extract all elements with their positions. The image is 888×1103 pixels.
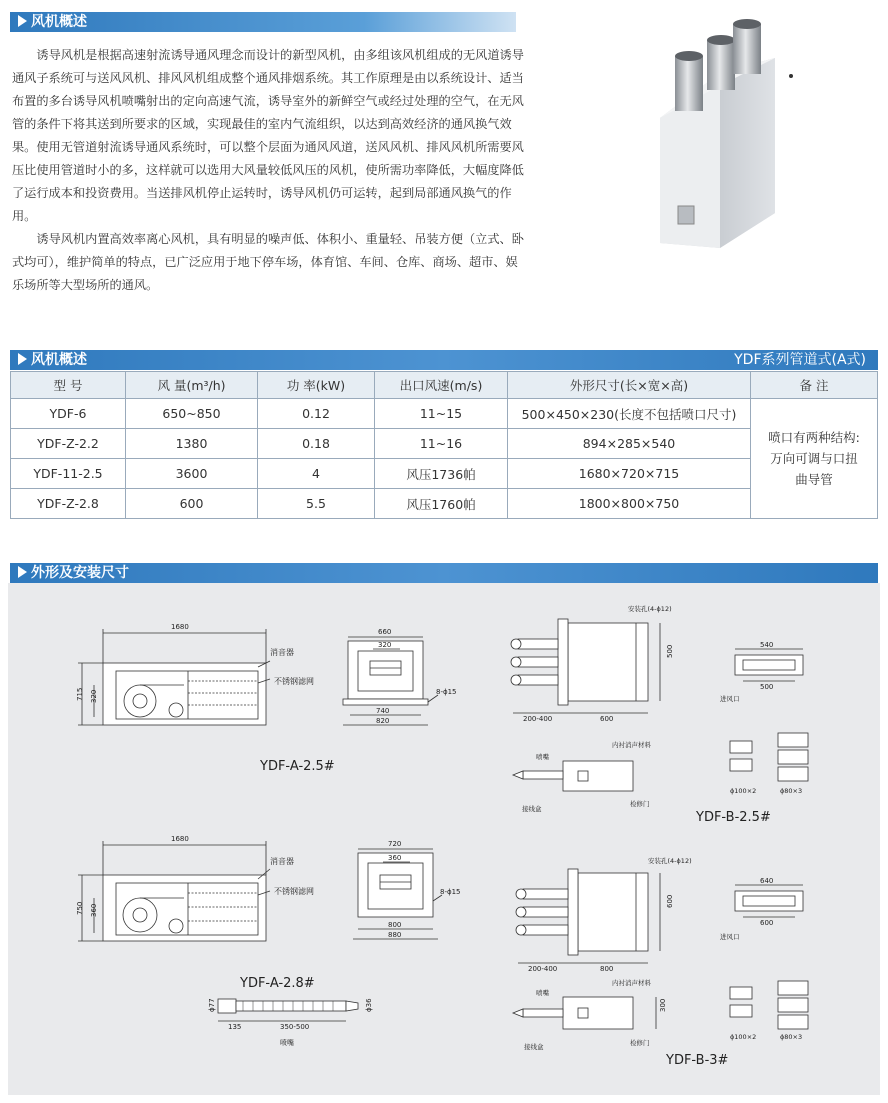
col-header: 备 注 (751, 372, 878, 399)
label-b25-material: 内衬消声材料 (612, 741, 651, 749)
drawings-svg (8, 583, 880, 1095)
note-line: 喷口有两种结构: (768, 430, 860, 445)
label-b3-material: 内衬消声材料 (612, 979, 651, 987)
triangle-icon (18, 15, 27, 27)
col-header: 功 率(kW) (258, 372, 375, 399)
cell-velocity: 11~16 (375, 429, 508, 459)
label-b3-jet: 喷嘴 (536, 989, 549, 997)
cell-airflow: 600 (126, 489, 258, 519)
label-ydf-a-25: YDF-A-2.5# (260, 759, 335, 774)
dim-b3-s2: 600 (760, 919, 774, 927)
label-b25-inlet: 进风口 (720, 695, 740, 703)
b3-pipes (516, 889, 568, 935)
dim-a28-height: 750 (76, 901, 84, 915)
drawing-nozzle (208, 998, 373, 1047)
dim-nozzle-l1: 135 (228, 1023, 242, 1031)
dim-b25-h: 500 (666, 644, 674, 658)
dim-b3-h: 600 (666, 894, 674, 908)
cell-size: 1680×720×715 (508, 459, 751, 489)
dim-a28-length: 1680 (171, 835, 189, 843)
b25-nozzle-icons (730, 733, 808, 781)
spec-table (10, 371, 878, 519)
dim-b25-s1: 540 (760, 641, 774, 649)
table-row (11, 399, 878, 429)
cell-power: 0.18 (258, 429, 375, 459)
dim-b3-sh: 300 (659, 998, 667, 1012)
cell-model: YDF-6 (11, 399, 126, 429)
label-nozzle: 喷嘴 (280, 1039, 294, 1047)
label-a28-bolt: 8-ϕ15 (440, 888, 461, 896)
intro-paragraph-2: 诱导风机内置高效率离心风机，具有明显的噪声低、体积小、重量轻、吊装方便（立式、卧式均可），维护简单的特点，已广泛应用于地下停车场，体育馆、车间、仓库、商场、超市、娱乐场所等大型场所的通风。 (12, 232, 524, 292)
dim-a25-w1: 740 (376, 707, 390, 715)
series-label: YDF系列管道式(A式) (734, 352, 866, 368)
label-b3-box: 接线盒 (524, 1043, 544, 1051)
label-b3-holes: 安装孔(4-ϕ12) (648, 857, 692, 865)
col-header: 出口风速(m/s) (375, 372, 508, 399)
table-row (11, 459, 878, 489)
dim-nozzle-d1: ϕ77 (208, 998, 216, 1012)
drawings-panel (8, 583, 880, 1095)
triangle-icon (18, 353, 27, 365)
cell-model: YDF-Z-2.8 (11, 489, 126, 519)
col-header: 型 号 (11, 372, 126, 399)
dim-a25-inner: 320 (90, 689, 98, 703)
cell-velocity: 风压1736帕 (375, 459, 508, 489)
cell-velocity: 风压1760帕 (375, 489, 508, 519)
label-b25-p1: ϕ100×2 (730, 787, 757, 795)
cell-power: 5.5 (258, 489, 375, 519)
label-muffler: 消音器 (270, 857, 294, 866)
cell-note (751, 399, 878, 519)
cell-size: 894×285×540 (508, 429, 751, 459)
dim-a28-winner: 360 (388, 854, 402, 862)
dim-a25-winner: 320 (378, 641, 392, 649)
note-line: 万向可调与口扭 (770, 451, 858, 466)
dim-nozzle-l2: 350-500 (280, 1023, 310, 1031)
dim-a28-inner: 360 (90, 903, 98, 917)
fan-product-image (625, 18, 815, 263)
label-b25-door: 检修门 (630, 800, 650, 808)
dim-nozzle-d2: ϕ36 (365, 998, 373, 1012)
dim-a28-wtop: 720 (388, 840, 402, 848)
cell-model: YDF-11-2.5 (11, 459, 126, 489)
dim-a28-w1: 800 (388, 921, 402, 929)
cell-size: 500×450×230(长度不包括喷口尺寸) (508, 399, 751, 429)
label-b25-box: 接线盒 (522, 805, 542, 813)
section-header-dimensions (10, 563, 878, 583)
note-line: 曲导管 (795, 472, 833, 487)
col-header: 风 量(m³/h) (126, 372, 258, 399)
table-row (11, 429, 878, 459)
table-header-row (11, 372, 878, 399)
cell-size: 1800×800×750 (508, 489, 751, 519)
label-b3-p2: ϕ80×3 (780, 1033, 803, 1041)
label-b25-jet: 喷嘴 (536, 753, 549, 761)
cell-velocity: 11~15 (375, 399, 508, 429)
drawing-a25-side (76, 623, 314, 725)
dim-a25-length: 1680 (171, 623, 189, 631)
intro-text (12, 44, 528, 297)
drawing-a28-front (353, 840, 461, 939)
label-mesh: 不锈钢滤网 (274, 887, 314, 896)
cell-airflow: 3600 (126, 459, 258, 489)
table-row (11, 489, 878, 519)
label-b25-holes: 安装孔(4-ϕ12) (628, 605, 672, 613)
cell-model: YDF-Z-2.2 (11, 429, 126, 459)
drawing-a28-side (76, 835, 314, 941)
cell-airflow: 650~850 (126, 399, 258, 429)
label-ydf-b-25: YDF-B-2.5# (696, 810, 771, 825)
triangle-icon (18, 566, 27, 578)
dim-a28-w2: 880 (388, 931, 402, 939)
b25-pipes (511, 639, 558, 685)
dim-b25-l1: 200-400 (523, 715, 553, 723)
label-muffler: 消音器 (270, 648, 294, 657)
dim-b3-l1: 200-400 (528, 965, 558, 973)
label-ydf-b-3: YDF-B-3# (666, 1053, 729, 1068)
drawing-b25 (511, 604, 808, 813)
cell-airflow: 1380 (126, 429, 258, 459)
drawing-a25-front (343, 628, 457, 725)
dim-a25-height: 715 (76, 687, 84, 701)
intro-paragraph-1: 诱导风机是根据高速射流诱导通风理念而设计的新型风机，由多组该风机组成的无风道诱导通风子系统可与送风风机、排风风机组成整个通风排烟系统。其工作原理是由以系统设计、适当布置的多台诱导风机喷嘴射出的定向高速气流，诱导室外的新鲜空气或经过处理的空气，在无风管的条件下将其送到所要求的区域，实现最佳的室内气流组织，以达到高效经济的通风换气效果。使用无管道射流诱导通风系统时，可以整个层面为通风风道，送风风机、排风风机所需要风压比使用管道时小的多，这样就可以选用大风量较低风压的风机，使所需功率降低，大幅度降低了运行成本和投资费用。当送排风机停止运转时，诱导风机仍可运转，起到局部通风换气的作用。 (12, 48, 524, 223)
dim-b3-l2: 800 (600, 965, 614, 973)
dim-a25-w2: 820 (376, 717, 390, 725)
b3-nozzle-icons (730, 981, 808, 1029)
dim-a25-wtop: 660 (378, 628, 392, 636)
label-ydf-a-28: YDF-A-2.8# (240, 976, 315, 991)
cell-power: 0.12 (258, 399, 375, 429)
section-title: 风机概述 (31, 14, 87, 30)
section-title: 风机概述 (31, 352, 87, 368)
cell-power: 4 (258, 459, 375, 489)
label-b3-inlet: 进风口 (720, 933, 740, 941)
section-header-table (10, 350, 878, 370)
label-b3-door: 检修门 (630, 1039, 650, 1047)
dim-b3-s1: 640 (760, 877, 774, 885)
dim-b25-s2: 500 (760, 683, 774, 691)
label-a25-bolt: 8-ϕ15 (436, 688, 457, 696)
drawing-b3 (513, 856, 808, 1051)
section-title: 外形及安装尺寸 (31, 565, 129, 581)
label-mesh: 不锈钢滤网 (274, 677, 314, 686)
col-header: 外形尺寸(长×宽×高) (508, 372, 751, 399)
section-header-overview (10, 12, 516, 32)
label-b25-p2: ϕ80×3 (780, 787, 803, 795)
dim-b25-l2: 600 (600, 715, 614, 723)
label-b3-p1: ϕ100×2 (730, 1033, 757, 1041)
